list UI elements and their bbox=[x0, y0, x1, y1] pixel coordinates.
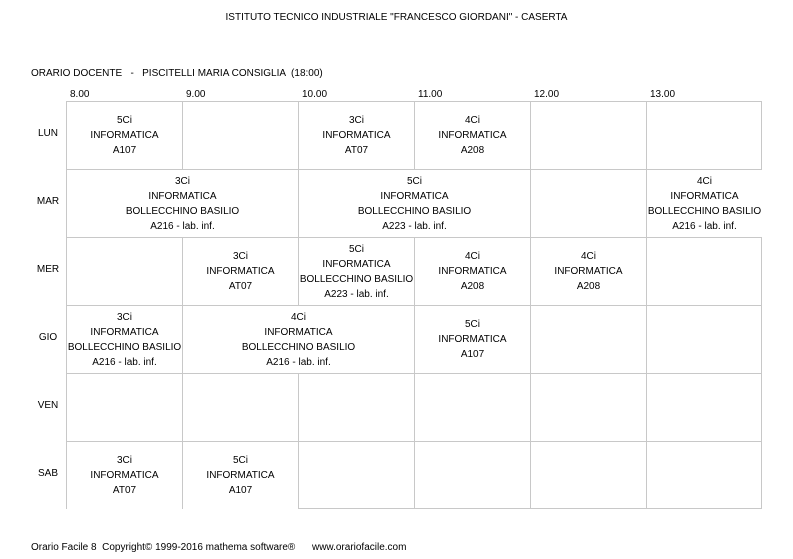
lesson-line: A216 - lab. inf. bbox=[672, 220, 737, 232]
lesson-line: 4Ci bbox=[290, 311, 306, 323]
lesson-cell bbox=[183, 442, 298, 509]
lesson-line: A216 - lab. inf. bbox=[266, 356, 331, 368]
lesson-line: 3Ci bbox=[116, 311, 132, 323]
time-label: 13.00 bbox=[650, 89, 676, 100]
lesson-line: INFORMATICA bbox=[264, 326, 333, 338]
lesson-cell bbox=[531, 238, 646, 305]
lesson-cell bbox=[415, 306, 530, 373]
day-label: MAR bbox=[36, 196, 60, 207]
day-label: SAB bbox=[37, 468, 58, 479]
lesson-line: INFORMATICA bbox=[90, 130, 159, 141]
lesson-line: 5Ci bbox=[116, 115, 132, 126]
lesson-line: INFORMATICA bbox=[670, 190, 739, 202]
lesson-line: AT07 bbox=[112, 485, 137, 496]
lesson-line: BOLLECCHINO BASILIO bbox=[241, 341, 356, 353]
lesson-line: 3Ci bbox=[348, 115, 364, 126]
lesson-cell bbox=[415, 238, 530, 305]
lesson-line: A107 bbox=[460, 349, 485, 360]
lesson-cell bbox=[67, 102, 182, 169]
lesson-cell bbox=[183, 306, 414, 373]
lesson-line: A208 bbox=[576, 281, 601, 292]
lesson-cell bbox=[299, 170, 530, 237]
lesson-line: A223 - lab. inf. bbox=[324, 288, 389, 300]
time-label: 10.00 bbox=[302, 89, 328, 100]
lesson-line: BOLLECCHINO BASILIO bbox=[125, 205, 240, 217]
teacher-line: ORARIO DOCENTE - PISCITELLI MARIA CONSIGLIA (18:00) bbox=[31, 68, 323, 79]
lesson-line: INFORMATICA bbox=[438, 130, 507, 141]
time-label: 11.00 bbox=[418, 89, 443, 100]
lesson-line: INFORMATICA bbox=[148, 190, 217, 202]
time-label: 8.00 bbox=[70, 89, 90, 100]
lesson-line: BOLLECCHINO BASILIO bbox=[647, 205, 762, 217]
lesson-line: INFORMATICA bbox=[90, 326, 159, 338]
grid-row-line bbox=[66, 373, 762, 374]
lesson-cell bbox=[299, 238, 414, 305]
lesson-line: 4Ci bbox=[580, 251, 596, 262]
lesson-line: A208 bbox=[460, 281, 485, 292]
lesson-line: 4Ci bbox=[696, 175, 712, 187]
school-title: ISTITUTO TECNICO INDUSTRIALE "FRANCESCO GIORDANI" - CASERTA bbox=[225, 12, 568, 23]
grid-row-line bbox=[66, 237, 762, 238]
lesson-line: INFORMATICA bbox=[438, 266, 507, 277]
lesson-line: BOLLECCHINO BASILIO bbox=[357, 205, 472, 217]
lesson-line: 3Ci bbox=[116, 455, 132, 466]
lesson-cell bbox=[67, 170, 298, 237]
lesson-cell bbox=[415, 102, 530, 169]
lesson-cell bbox=[67, 306, 182, 373]
lesson-line: A216 - lab. inf. bbox=[92, 356, 157, 368]
day-label: LUN bbox=[37, 128, 58, 139]
lesson-line: 5Ci bbox=[406, 175, 422, 187]
lesson-line: AT07 bbox=[344, 145, 369, 156]
lesson-cell bbox=[67, 442, 182, 509]
lesson-cell bbox=[183, 238, 298, 305]
lesson-line: INFORMATICA bbox=[438, 334, 507, 345]
lesson-line: INFORMATICA bbox=[322, 258, 391, 270]
lesson-line: INFORMATICA bbox=[206, 266, 275, 277]
lesson-line: BOLLECCHINO BASILIO bbox=[299, 273, 414, 285]
time-label: 9.00 bbox=[186, 89, 206, 100]
lesson-line: 5Ci bbox=[348, 243, 364, 255]
lesson-cell bbox=[299, 102, 414, 169]
lesson-line: A208 bbox=[460, 145, 485, 156]
lesson-line: AT07 bbox=[228, 281, 253, 292]
lesson-line: A223 - lab. inf. bbox=[382, 220, 447, 232]
lesson-line: INFORMATICA bbox=[322, 130, 391, 141]
lesson-line: 3Ci bbox=[174, 175, 190, 187]
lesson-line: 4Ci bbox=[464, 251, 480, 262]
lesson-line: 5Ci bbox=[464, 319, 480, 330]
lesson-line: INFORMATICA bbox=[554, 266, 623, 277]
day-label: GIO bbox=[38, 332, 58, 343]
time-label: 12.00 bbox=[534, 89, 560, 100]
day-label: VEN bbox=[37, 400, 59, 411]
lesson-line: A107 bbox=[228, 485, 253, 496]
lesson-line: 3Ci bbox=[232, 251, 248, 262]
lesson-line: INFORMATICA bbox=[380, 190, 449, 202]
lesson-line: BOLLECCHINO BASILIO bbox=[67, 341, 182, 353]
lesson-line: 4Ci bbox=[464, 115, 480, 126]
lesson-cell bbox=[647, 170, 762, 237]
lesson-line: INFORMATICA bbox=[90, 470, 159, 481]
day-label: MER bbox=[36, 264, 60, 275]
lesson-line: INFORMATICA bbox=[206, 470, 275, 481]
footer-copyright: Orario Facile 8 Copyright© 1999-2016 mathema software® www.orariofacile.com bbox=[31, 542, 407, 553]
lesson-line: A107 bbox=[112, 145, 137, 156]
lesson-line: 5Ci bbox=[232, 455, 248, 466]
lesson-line: A216 - lab. inf. bbox=[150, 220, 215, 232]
